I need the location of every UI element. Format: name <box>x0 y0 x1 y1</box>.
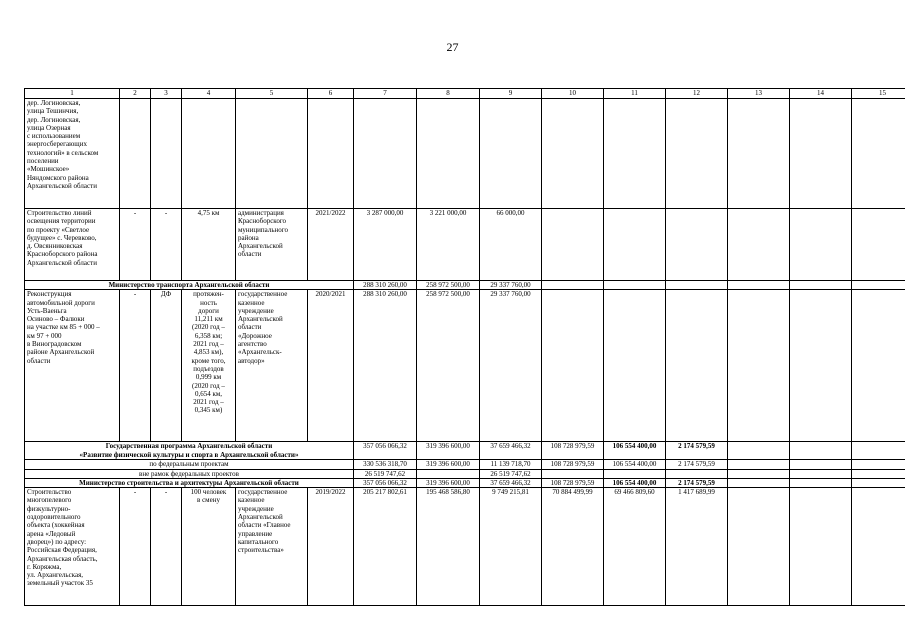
header-cell: 10 <box>542 89 604 99</box>
amount-cell: 2 174 579,59 <box>666 460 728 469</box>
customer-cell: государственное казенное учреждение Архангельской области «Дорожное агентство «Архангельск- автодор» <box>236 290 308 442</box>
table-row <box>25 488 905 606</box>
amount-cell: 26 519 747,62 <box>354 469 417 478</box>
header-cell: 3 <box>151 89 182 99</box>
amount-cell: 258 972 500,00 <box>417 290 480 442</box>
ministry-label: Министерство строительства и архитектуры Архангельской области <box>25 478 354 487</box>
header-cell: 13 <box>728 89 790 99</box>
amount-cell: 288 310 260,00 <box>354 290 417 442</box>
amount-cell: 26 519 747,62 <box>480 469 542 478</box>
table-row <box>25 478 905 487</box>
amount-cell: 330 536 318,70 <box>354 460 417 469</box>
amount-cell: 319 396 600,00 <box>417 460 480 469</box>
program-label: Государственная программа Архангельской области «Развитие физической культуры и спорта в Архангельской области» <box>25 442 354 460</box>
header-cell: 9 <box>480 89 542 99</box>
federal-projects-label: по федеральным проектам <box>25 460 354 469</box>
amount-cell: 29 337 760,00 <box>480 281 542 290</box>
amount-cell: 106 554 400,00 <box>604 478 666 487</box>
amount-cell: 9 749 215,81 <box>480 488 542 606</box>
amount-cell: 37 659 466,32 <box>480 442 542 460</box>
cell: - <box>120 209 151 281</box>
amount-cell: 108 728 979,59 <box>542 442 604 460</box>
amount-cell: 2 174 579,59 <box>666 478 728 487</box>
amount-cell: 106 554 400,00 <box>604 460 666 469</box>
header-cell: 11 <box>604 89 666 99</box>
capacity-cell: 4,75 км <box>182 209 236 281</box>
table-row <box>25 460 905 469</box>
cell: - <box>120 290 151 442</box>
header-row <box>25 89 905 99</box>
header-cell: 14 <box>790 89 852 99</box>
amount-cell: 2 174 579,59 <box>666 442 728 460</box>
ministry-label: Министерство транспорта Архангельской области <box>25 281 354 290</box>
amount-cell: 288 310 260,00 <box>354 281 417 290</box>
budget-table <box>24 88 905 606</box>
table-row <box>25 290 905 442</box>
object-name-cell: дер. Логиновская, улица Тешинчия, дер. Логиновская, улица Озерная с использованием энергосберегающих технологий» в сельском поселении «Мошинское» Няндомского района Архангельской области <box>25 99 120 209</box>
amount-cell: 205 217 802,61 <box>354 488 417 606</box>
amount-cell: 258 972 500,00 <box>417 281 480 290</box>
header-cell: 2 <box>120 89 151 99</box>
header-cell: 6 <box>308 89 354 99</box>
amount-cell: 108 728 979,59 <box>542 460 604 469</box>
customer-cell: государственное казенное учреждение Архангельской области «Главное управление капитального строительства» <box>236 488 308 606</box>
cell: - <box>120 488 151 606</box>
period-cell: 2020/2021 <box>308 290 354 442</box>
amount-cell: 106 554 400,00 <box>604 442 666 460</box>
header-cell: 1 <box>25 89 120 99</box>
amount-cell: 3 221 000,00 <box>417 209 480 281</box>
amount-cell: 195 468 586,80 <box>417 488 480 606</box>
table-row <box>25 442 905 460</box>
cell: - <box>151 209 182 281</box>
header-cell: 7 <box>354 89 417 99</box>
table-row <box>25 469 905 478</box>
header-cell: 8 <box>417 89 480 99</box>
amount-cell: 108 728 979,59 <box>542 478 604 487</box>
capacity-cell: протяжен- ность дороги 11,211 км (2020 год – 6,358 км; 2021 год – 4,853 км), кроме того, подъездов 0,999 км (2020 год – 0,654 км, 2021 год – 0,345 км) <box>182 290 236 442</box>
object-name-cell: Строительство многопелевого физкультурно- оздоровительного объекта (хоккейная арена «Ледовый дворец») по адресу: Российская Федерация, Архангельская область, г. Коряжма, ул. Архангельская, земельный участок 35 <box>25 488 120 606</box>
cell: - <box>151 488 182 606</box>
amount-cell: 29 337 760,00 <box>480 290 542 442</box>
header-cell: 12 <box>666 89 728 99</box>
amount-cell: 357 056 066,32 <box>354 442 417 460</box>
object-name-cell: Строительство линий освещения территории по проекту «Светлое будущее» с. Черевково, д. Овсянниковская Красноборского района Архангельской области <box>25 209 120 281</box>
amount-cell: 69 466 809,60 <box>604 488 666 606</box>
cell: ДФ <box>151 290 182 442</box>
amount-cell: 357 056 066,32 <box>354 478 417 487</box>
amount-cell: 70 884 499,99 <box>542 488 604 606</box>
amount-cell: 66 000,00 <box>480 209 542 281</box>
header-cell: 5 <box>236 89 308 99</box>
amount-cell: 3 287 000,00 <box>354 209 417 281</box>
amount-cell: 11 139 718,70 <box>480 460 542 469</box>
table-row <box>25 99 905 209</box>
period-cell: 2021/2022 <box>308 209 354 281</box>
amount-cell: 319 396 600,00 <box>417 442 480 460</box>
header-cell: 15 <box>852 89 905 99</box>
header-cell: 4 <box>182 89 236 99</box>
object-name-cell: Реконструкция автомобильной дороги Усть-Ваеньга Осиново – Фалюки на участке км 85 + 000 – км 97 + 000 в Виноградовском районе Архангельской области <box>25 290 120 442</box>
amount-cell: 319 396 600,00 <box>417 478 480 487</box>
capacity-cell: 100 человек в смену <box>182 488 236 606</box>
non-federal-label: вне рамок федеральных проектов <box>25 469 354 478</box>
customer-cell: администрация Красноборского муниципального района Архангельской области <box>236 209 308 281</box>
page-number: 27 <box>446 40 459 54</box>
table-row <box>25 281 905 290</box>
amount-cell: 37 659 466,32 <box>480 478 542 487</box>
period-cell: 2019/2022 <box>308 488 354 606</box>
table-row <box>25 209 905 281</box>
amount-cell: 1 417 689,99 <box>666 488 728 606</box>
